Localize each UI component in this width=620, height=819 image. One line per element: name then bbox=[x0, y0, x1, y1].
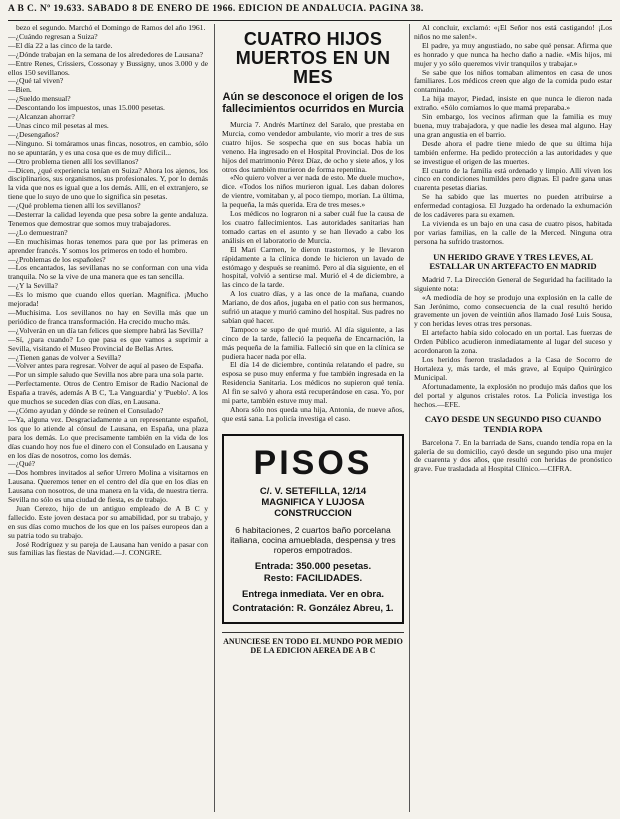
paragraph: El artefacto había sido colocado en un portal. Las fuerzas de Orden Público acudieron inmediatamente al lugar del suceso y acordonaron la zona. bbox=[414, 328, 612, 356]
paragraph: —En muchísimas horas tenemos para que por las primeras en aprender francés. Y somos los primeros en todo el hombro. bbox=[8, 236, 208, 255]
headline: CUATRO HIJOS MUERTOS EN UN MES bbox=[235, 29, 391, 87]
page-header: A B C. Nº 19.633. SABADO 8 DE ENERO DE 1966. EDICION DE ANDALUCIA. PAGINA 38. bbox=[8, 4, 424, 14]
paragraph: —Otro problema tienen allí los sevillanos? bbox=[8, 156, 139, 166]
header-rule bbox=[8, 20, 612, 21]
paragraph: —Bien. bbox=[8, 85, 32, 95]
paragraph: Desde ahora el padre tiene miedo de que su última hija también enferme. Ha pedido protección a las autoridades y que se investigue el origen de las muertes. bbox=[414, 138, 612, 166]
paragraph: —¿Dónde trabajan en la semana de los alrededores de Lausana? bbox=[8, 49, 204, 59]
paragraph: «No quiero volver a ver nada de esto. Me duele mucho», dice. «Todos los niños murieron igual. Les daban dolores de vientre, vomitaban y, al poco tiempo, morían. La última, la pequeña, la más querida. Era de tres meses.» bbox=[222, 173, 404, 210]
paragraph: —Por un simple saludo que Sevilla nos abre para una sola parte. bbox=[8, 370, 204, 380]
paragraph: —¿Cómo ayudan y dónde se reúnen el Consulado? bbox=[8, 405, 164, 415]
paragraph: El padre, ya muy angustiado, no sabe qué pensar. Afirma que es honrado y que nunca ha hecho daño a nadie. «Mis hijos, mi mujer y yo sólo queremos vivir tranquilos y trabajar.» bbox=[414, 40, 612, 68]
paragraph: —¿Y la Sevilla? bbox=[8, 281, 58, 291]
subheadline: Aún se desconoce el origen de los fallecimientos ocurridos en Murcia bbox=[222, 91, 404, 115]
ad-title: PISOS bbox=[253, 443, 373, 482]
paragraph: Se sabe que los niños tomaban alimentos en casa de unos familiares. Los médicos creen que algo de la comida pudo estar contaminado. bbox=[414, 67, 612, 95]
paragraph: —Los encantados, las sevillanas no se conforman con una vida tranquila. No se la vive de una manera que es tan sencilla. bbox=[8, 263, 208, 282]
paragraph: A los cuatro días, y a las once de la mañana, cuando Mariano, de dos años, jugaba en el patio con sus hermanos, sufrió un ataque y murió camino del hospital. Sus padres no sabían qué hacer. bbox=[222, 289, 404, 325]
ad-address: C/. V. SETEFILLA, 12/14 bbox=[259, 485, 367, 497]
air-edition-notice: ANUNCIESE EN TODO EL MUNDO POR MEDIO DE LA EDICION AEREA DE A B C bbox=[222, 632, 404, 656]
headline-barcelona: CAYO DESDE UN SEGUNDO PISO CUANDO TENDIA ROPA bbox=[424, 414, 602, 435]
article-continuation bbox=[414, 24, 612, 247]
paragraph: —¿Sueldo mensual? bbox=[8, 94, 71, 104]
paragraph: —¿Qué problema tienen allí los sevillanos? bbox=[8, 201, 141, 211]
paragraph: —Perfectamente. Otros de Centro Emisor de Radio Nacional de España a través, además A B C, 'La Vanguardia' y 'Pueblo'. A los que muchos se suceden días con días, en Lausana. bbox=[8, 379, 208, 407]
article-madrid bbox=[414, 276, 612, 410]
paragraph: El día 14 de diciembre, continúa relatando el padre, su esposa se puso muy enferma y fue también ingresada en la Residencia Sanitaria. Los médicos no supieron qué tenía. Al fin se salvó y ahora está recuperándose en casa. Yo, por mi parte, también estuve muy mal. bbox=[222, 360, 404, 406]
column-right bbox=[414, 24, 612, 812]
paragraph: —Descontando los impuestos, unas 15.000 pesetas. bbox=[8, 103, 165, 113]
article-body bbox=[222, 121, 404, 424]
paragraph: El cuarto de la familia está ordenado y limpio. Allí viven los cinco en condiciones humildes pero dignas. El padre gana unas cuarenta pesetas diarias. bbox=[414, 165, 612, 193]
paragraph: Murcia 7. Andrés Martínez del Saralo, que prestaba en Murcia, como vendedor ambulante, vio morir a tres de sus cuatro hijos. Se sospecha que en sus bocas había un veneno. Ha ingresado en el Hospital Provincial. Dos de los hijos del matrimonio Pérez Díaz, de ocho y siete años, y los otros dos también murieron de forma repentina. bbox=[222, 120, 404, 174]
paragraph: José Rodríguez y su pareja de Lausana han venido a pasar con sus familias las fiestas de Navidad.—J. CONGRE. bbox=[8, 539, 208, 558]
article-barcelona bbox=[414, 439, 612, 475]
paragraph: —Muchísima. Los sevillanos no hay en Sevilla más que un periódico de franca transformación. Ha crecido mucho más. bbox=[8, 308, 208, 326]
column-divider bbox=[409, 24, 410, 812]
paragraph: «A mediodía de hoy se produjo una explosión en la calle de San Jerónimo, como consecuencia de la cual resultó herido gravemente un joven de veintiún años llamado José Luis Sousa, y con heridas leves otras tres personas. bbox=[414, 292, 612, 329]
paragraph: La hija mayor, Piedad, insiste en que nunca le dieron nada extraño. «Sólo comíamos lo que mamá preparaba.» bbox=[414, 94, 612, 113]
paragraph: —¿Cuándo regresan a Suiza? bbox=[8, 31, 98, 41]
paragraph: —Volver antes para regresar. Volver de aquí al paseo de España. bbox=[8, 361, 204, 371]
column-center bbox=[222, 24, 404, 812]
paragraph: —Sí, ¿para cuando? Lo que pasa es que vamos a suprimir a Sevilla, visitando el Museo Provincial de Bellas Artes. bbox=[8, 334, 208, 353]
headline-madrid: UN HERIDO GRAVE Y TRES LEVES, AL ESTALLAR UN ARTEFACTO EN MADRID bbox=[429, 251, 597, 272]
paragraph: Los médicos no lograron ni a saber cuál fue la causa de los cuatro fallecimientos. Las autoridades sanitarias han tomado cartas en el asunto y se han llevado a cabo los análisis en el laboratorio de Murcia. bbox=[222, 209, 404, 245]
paragraph: —Ya, alguna vez. Desgraciadamente a un representante español, los que lo atiende al cónsul de Lausana, en España, una plaza para los demás. Lo que precisamente también en la vida de los días cuando hoy nos fue el dinero con el Consulado en Lausana y en los días de nosotros, como los demás. bbox=[8, 414, 208, 460]
paragraph: Tampoco se supo de qué murió. Al día siguiente, a las cinco de la tarde, falleció la pequeña de Encarnación, la más pequeña de la familia. Falleció sin que en la clínica se pudiera hacer nada por ella. bbox=[222, 324, 404, 361]
paragraph: Barcelona 7. En la barriada de Sans, cuando tendía ropa en la galería de su domicilio, cayó desde un segundo piso una mujer de cuarenta y dos años, que resultó con heridas de pronóstico grave. Fue trasladada al Hospital Clínico.—CIFRA. bbox=[414, 437, 612, 474]
column-left bbox=[8, 24, 208, 812]
paragraph: Los heridos fueron trasladados a la Casa de Socorro de Hortaleza y, más tarde, el más grave, al Equipo Quirúrgico Municipal. bbox=[414, 355, 612, 382]
paragraph: El Mari Carmen, le dieron trastornos, y le llevaron rápidamente a la clínica donde le hicieron un lavado de estómago y después se reanimó. Pero al día siguiente, en el hospital, volvió a sentirse mal. Murió el 4 de diciembre, a las cinco de la tarde. bbox=[222, 244, 404, 290]
ad-contratacion: Contratación: R. González Abreu, 1. bbox=[232, 602, 394, 614]
property-advertisement bbox=[222, 434, 404, 624]
paragraph: —¿Desengaños? bbox=[8, 129, 60, 139]
paragraph: —¿Alcanzan ahorrar? bbox=[8, 112, 75, 122]
paragraph: —Dicen, ¿qué experiencia tenían en Suiza? Ahora los ajenos, los disciplinarios, sus organismos, sus profesionales. Y, por lo demás la vida que nos es igual que a los demás. Allí, en el extranjero, se tiene que lo suyo de uno que lo significa sin pesetas. bbox=[8, 165, 208, 202]
paragraph: Sin embargo, los vecinos afirman que la familia es muy buena, muy trabajadora, y que nadie les desea mal alguno. Hay una gran angustia en el barrio. bbox=[414, 112, 612, 139]
paragraph: bezo el segundo. Marchó el Domingo de Ramos del año 1961. bbox=[16, 24, 206, 32]
paragraph: —Entre Renes, Crissiers, Cossonay y Bussigny, unos 3.000 y de ellos 150 sevillanos. bbox=[8, 58, 208, 77]
paragraph: Al concluir, exclamó: «¡El Señor nos está castigando! ¡Los niños no me salen!». bbox=[414, 24, 612, 41]
ad-entrada: Entrada: 350.000 pesetas. bbox=[254, 560, 372, 572]
paragraph: —Dos hombres invitados al señor Urrero Molina a visitarnos en Lausana. Queremos tener en el centro del día que en los días en Lausana con nosotros, de una manera en la vida, de nuestra tierra. Sevilla no sólo es una ciudad de fiesta, es de trabajo. bbox=[8, 468, 208, 505]
paragraph: —¿Qué tal viven? bbox=[8, 76, 64, 86]
paragraph: Afortunadamente, la explosión no produjo más daños que los del portal y algunos cristales rotos. La Policía investiga los hechos.—EFE. bbox=[414, 381, 612, 409]
column-divider bbox=[214, 24, 215, 812]
paragraph: La vivienda es un bajo en una casa de cuatro pisos, habitada por varias familias, en la calle de la Merced. Ninguna otra persona ha sufrido trastornos. bbox=[414, 218, 612, 246]
paragraph: —Es lo mismo que cuando ellos querían. Magnífica. ¡Mucho mejorada! bbox=[8, 290, 208, 309]
paragraph: —Desterrar la calidad leyenda que pesa sobre la gente andaluza. Tenemos que demostrar que somos muy trabajadores. bbox=[8, 210, 208, 228]
paragraph: —Ninguno. Si tomáramos unas fincas, nosotros, en cambio, sólo no se apuntarán, y es una cosa que es de muy difícil... bbox=[8, 138, 208, 157]
paragraph: Juan Cerezo, hijo de un antiguo empleado de A B C y fallecido. Este joven destaca por su amabilidad, por su trabajo, y en sus días como muchos de los que en los países europeos dan a su patria todo su trabajo. bbox=[8, 503, 208, 540]
paragraph: —¿Volverán en un día tan felices que siempre habrá las Sevilla? bbox=[8, 325, 204, 335]
ad-facilidades: Resto: FACILIDADES. bbox=[263, 572, 363, 584]
paragraph: Madrid 7. La Dirección General de Seguridad ha facilitado la siguiente nota: bbox=[414, 274, 612, 293]
ad-tagline: MAGNIFICA Y LUJOSA CONSTRUCCION bbox=[261, 496, 365, 519]
ad-description: 6 habitaciones, 2 cuartos baño porcelana italiana, cocina amueblada, despensa y tres roperos empotrados. bbox=[230, 524, 396, 555]
paragraph: Ahora sólo nos queda una hija, Antonia, de nueve años, que está sana. La policía investiga el caso. bbox=[222, 405, 404, 423]
paragraph: —Unas cinco mil pesetas al mes. bbox=[8, 120, 109, 130]
paragraph: —¿Lo demuestran? bbox=[8, 227, 68, 237]
paragraph: Se ha sabido que las muertes no pueden atribuirse a enfermedad contagiosa. El Juzgado ha ordenado la exhumación de los cadáveres para su examen. bbox=[414, 192, 612, 220]
paragraph: —El día 22 a las cinco de la tarde. bbox=[8, 40, 113, 50]
ad-entrega: Entrega inmediata. Ver en obra. bbox=[241, 588, 385, 600]
paragraph: —¿Problemas de los españoles? bbox=[8, 254, 106, 264]
paragraph: —¿Qué? bbox=[8, 459, 35, 469]
paragraph: —¿Tienen ganas de volver a Sevilla? bbox=[8, 352, 121, 362]
